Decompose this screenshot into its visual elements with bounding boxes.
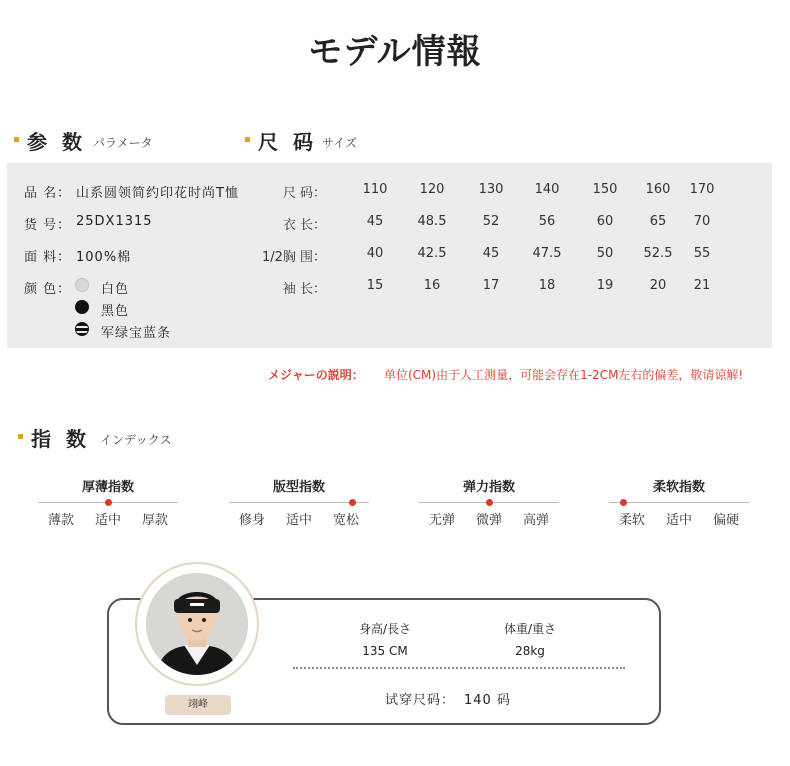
color-swatch-black — [75, 300, 89, 314]
color-swatch-stripe — [75, 322, 89, 336]
product-name-label: 品 名： — [24, 186, 72, 201]
index-scale-label: 适中 — [94, 513, 121, 528]
height-value: 135 CM — [362, 644, 408, 658]
index-scale-line — [609, 502, 749, 503]
size-cell: 20 — [649, 278, 667, 293]
size-subtitle: サイズ — [322, 136, 358, 150]
size-cell: 52.5 — [643, 246, 673, 261]
index-group-title: 版型指数 — [272, 480, 325, 495]
size-cell: 170 — [689, 182, 715, 197]
model-name: 翊峰 — [165, 695, 231, 715]
size-row-label: 衣 长： — [282, 218, 326, 233]
index-title: 指 数 — [31, 427, 90, 451]
dotted-divider — [293, 667, 625, 669]
index-level-dot — [105, 499, 112, 506]
size-cell: 140 — [534, 182, 560, 197]
size-cell: 18 — [538, 278, 556, 293]
section-bullet — [14, 137, 19, 142]
model-photo-icon — [146, 573, 248, 675]
size-cell: 48.5 — [417, 214, 447, 229]
size-cell: 160 — [645, 182, 671, 197]
params-title: 参 数 — [27, 130, 86, 154]
weight-value: 28kg — [515, 644, 545, 658]
section-bullet — [245, 137, 250, 142]
size-cell: 52 — [482, 214, 500, 229]
measure-note-label: メジャーの説明： — [268, 368, 364, 382]
index-scale-label: 修身 — [238, 513, 265, 528]
size-title: 尺 码 — [258, 130, 317, 154]
fit-size-label: 试穿尺码： — [385, 693, 456, 708]
index-group-title: 柔软指数 — [652, 480, 705, 495]
size-cell: 150 — [592, 182, 618, 197]
index-scale-label: 微弹 — [475, 513, 502, 528]
color-label: 颜 色： — [24, 282, 72, 297]
size-cell: 21 — [693, 278, 711, 293]
page-title: モデル情報 — [308, 32, 482, 72]
index-scale-label: 适中 — [665, 513, 692, 528]
index-level-dot — [349, 499, 356, 506]
height-label: 身高/長さ — [358, 622, 412, 636]
index-scale-label: 宽松 — [332, 513, 359, 528]
index-scale-label: 适中 — [285, 513, 312, 528]
color-name: 白色 — [101, 282, 130, 297]
avatar — [146, 573, 248, 675]
color-swatch-white — [75, 278, 89, 292]
weight-label: 体重/重さ — [503, 622, 557, 636]
index-level-dot — [486, 499, 493, 506]
size-cell: 55 — [693, 246, 711, 261]
size-cell: 16 — [423, 278, 441, 293]
size-cell: 60 — [596, 214, 614, 229]
fit-size-value: 140 码 — [464, 693, 511, 708]
index-subtitle: インデックス — [100, 433, 172, 447]
size-cell: 56 — [538, 214, 556, 229]
size-cell: 42.5 — [417, 246, 447, 261]
measure-note-text: 单位(CM)由于人工测量，可能会存在1-2CM左右的偏差，敬请谅解! — [384, 368, 744, 382]
index-group-title: 厚薄指数 — [81, 480, 134, 495]
index-scale-label: 无弹 — [428, 513, 455, 528]
index-scale-label: 柔软 — [618, 513, 645, 528]
material-value: 100%棉 — [76, 250, 132, 265]
size-row-label: 袖 长： — [282, 282, 326, 297]
product-name-value: 山系圆领简约印花时尚T恤 — [76, 186, 239, 201]
size-cell: 70 — [693, 214, 711, 229]
material-label: 面 料： — [24, 250, 72, 265]
index-level-dot — [620, 499, 627, 506]
index-scale-label: 薄款 — [47, 513, 74, 528]
index-group-title: 弹力指数 — [462, 480, 515, 495]
size-cell: 130 — [478, 182, 504, 197]
size-cell: 40 — [366, 246, 384, 261]
index-scale-label: 厚款 — [141, 513, 168, 528]
product-code-value: 25DX1315 — [76, 214, 153, 229]
size-cell: 110 — [362, 182, 388, 197]
size-cell: 45 — [482, 246, 500, 261]
size-cell: 45 — [366, 214, 384, 229]
size-cell: 19 — [596, 278, 614, 293]
index-scale-label: 偏硬 — [712, 513, 739, 528]
params-subtitle: パラメータ — [93, 136, 153, 150]
index-scale-label: 高弹 — [522, 513, 549, 528]
section-bullet — [18, 434, 23, 439]
size-cell: 47.5 — [532, 246, 562, 261]
index-scale-line — [229, 502, 369, 503]
size-cell: 17 — [482, 278, 500, 293]
size-row-label: 1/2胸 围： — [261, 250, 326, 265]
size-cell: 65 — [649, 214, 667, 229]
size-row-label: 尺 码： — [282, 186, 326, 201]
color-name: 黑色 — [101, 304, 130, 319]
size-cell: 120 — [419, 182, 445, 197]
size-cell: 15 — [366, 278, 384, 293]
product-code-label: 货 号： — [24, 218, 72, 233]
color-name: 军绿宝蓝条 — [101, 326, 172, 341]
size-cell: 50 — [596, 246, 614, 261]
